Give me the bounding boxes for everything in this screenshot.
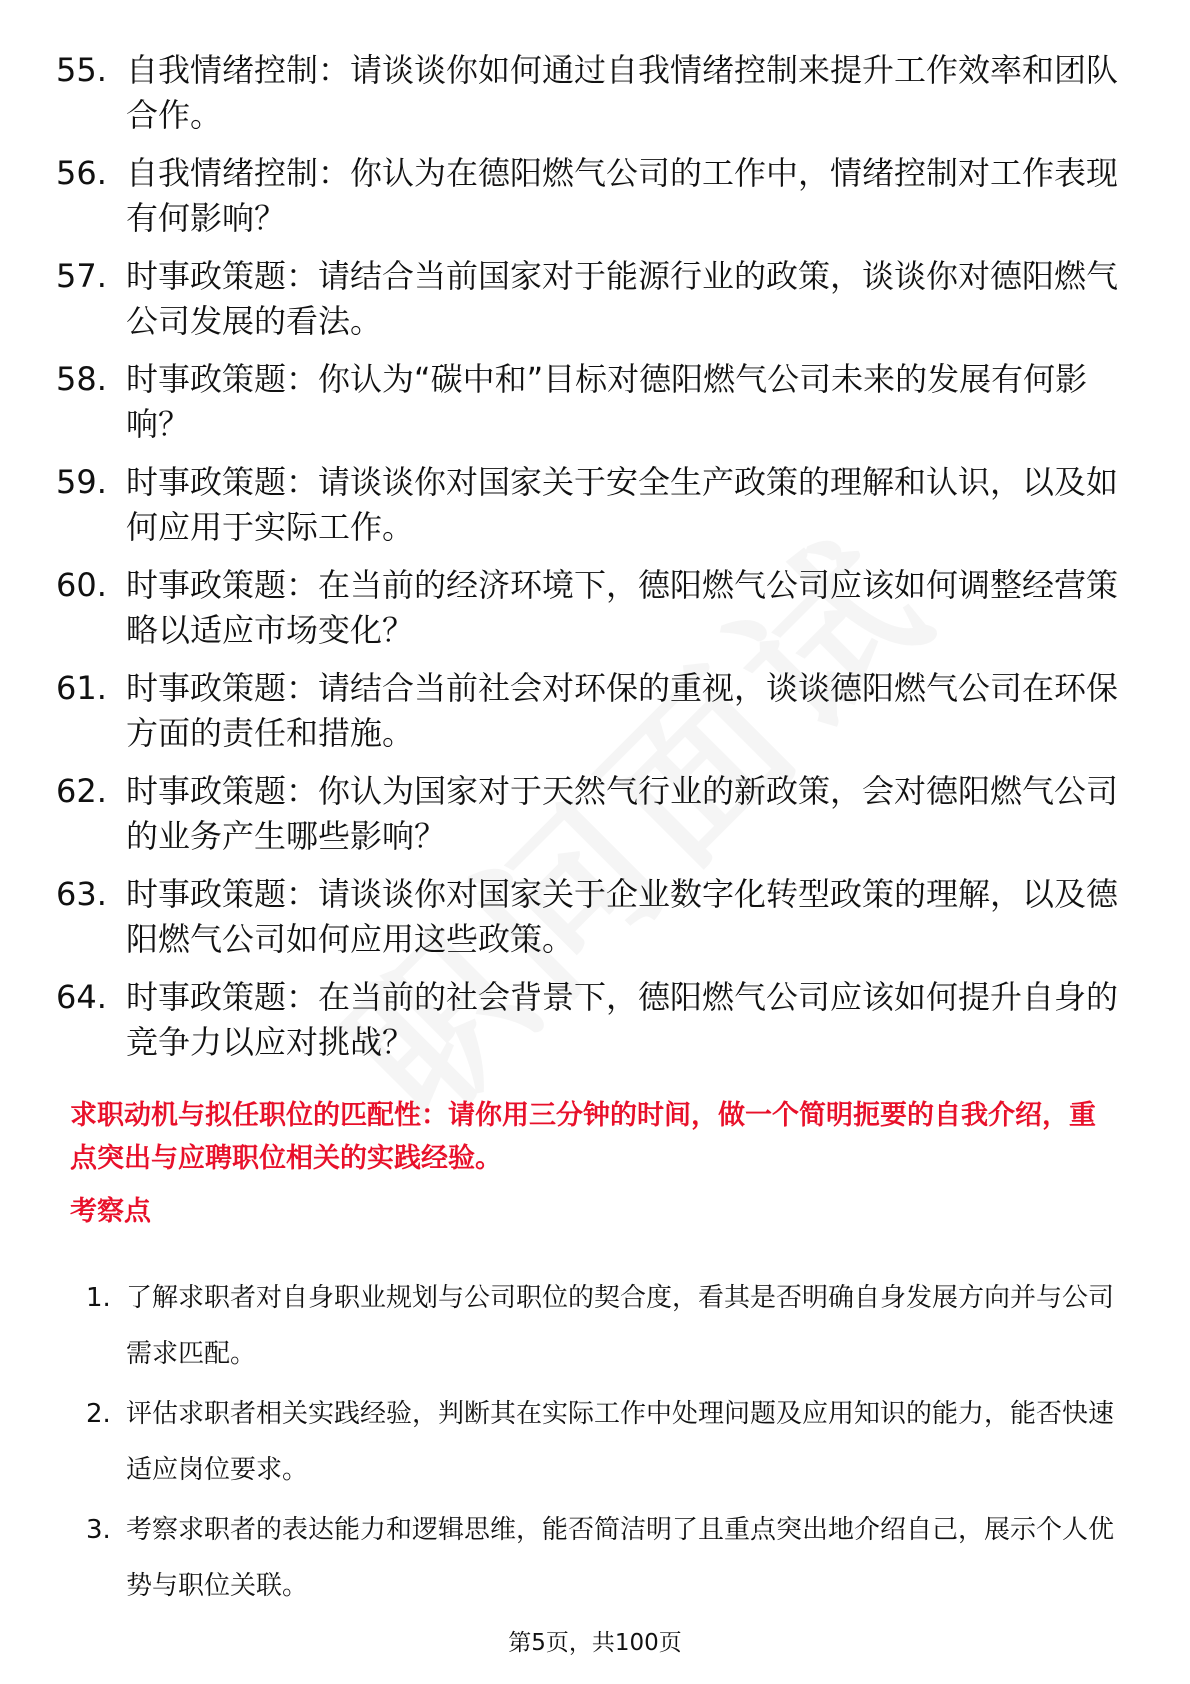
- question-item: [56, 460, 1126, 550]
- assessment-points: [86, 1270, 1126, 1618]
- question-text: 时事政策题：在当前的社会背景下，德阳燃气公司应该如何提升自身的竞争力以应对挑战？: [126, 978, 1119, 1061]
- point-number: 3.: [86, 1515, 111, 1545]
- question-number: 56.: [56, 154, 107, 192]
- point-text: 了解求职者对自身职业规划与公司职位的契合度，看其是否明确自身发展方向并与公司需求匹配。: [126, 1283, 1115, 1369]
- point-item: [86, 1386, 1126, 1498]
- point-number: 2.: [86, 1399, 111, 1429]
- question-item: [56, 357, 1126, 447]
- question-item: [56, 48, 1126, 138]
- question-text: 时事政策题：请谈谈你对国家关于安全生产政策的理解和认识，以及如何应用于实际工作。: [126, 463, 1119, 546]
- question-text: 时事政策题：在当前的经济环境下，德阳燃气公司应该如何调整经营策略以适应市场变化？: [126, 566, 1119, 649]
- question-item: [56, 254, 1126, 344]
- question-item: [56, 151, 1126, 241]
- question-number: 59.: [56, 463, 107, 501]
- question-item: [56, 769, 1126, 859]
- question-number: 57.: [56, 257, 107, 295]
- point-item: [86, 1502, 1126, 1614]
- question-text: 时事政策题：请结合当前国家对于能源行业的政策，谈谈你对德阳燃气公司发展的看法。: [126, 257, 1119, 340]
- question-text: 时事政策题：你认为国家对于天然气行业的新政策，会对德阳燃气公司的业务产生哪些影响？: [126, 772, 1119, 855]
- point-text: 考察求职者的表达能力和逻辑思维，能否简洁明了且重点突出地介绍自己，展示个人优势与职位关联。: [126, 1515, 1115, 1601]
- question-text: 时事政策题：请结合当前社会对环保的重视，谈谈德阳燃气公司在环保方面的责任和措施。: [126, 669, 1119, 752]
- question-text: 时事政策题：你认为“碳中和”目标对德阳燃气公司未来的发展有何影响？: [126, 360, 1088, 443]
- question-text: 时事政策题：请谈谈你对国家关于企业数字化转型政策的理解，以及德阳燃气公司如何应用这些政策。: [126, 875, 1119, 958]
- question-number: 58.: [56, 360, 107, 398]
- question-text: 自我情绪控制：你认为在德阳燃气公司的工作中，情绪控制对工作表现有何影响？: [126, 154, 1119, 237]
- question-number: 55.: [56, 51, 107, 89]
- question-item: [56, 666, 1126, 756]
- highlight-question: 求职动机与拟任职位的匹配性：请你用三分钟的时间，做一个简明扼要的自我介绍，重点突出与应聘职位相关的实践经验。: [70, 1100, 1096, 1174]
- section-title: 考察点: [70, 1196, 151, 1227]
- page-footer: 第5页，共100页: [508, 1630, 682, 1656]
- question-item: [56, 563, 1126, 653]
- question-number: 60.: [56, 566, 107, 604]
- question-number: 62.: [56, 772, 107, 810]
- question-text: 自我情绪控制：请谈谈你如何通过自我情绪控制来提升工作效率和团队合作。: [126, 51, 1119, 134]
- question-number: 61.: [56, 669, 107, 707]
- question-item: [56, 872, 1126, 962]
- point-number: 1.: [86, 1283, 111, 1313]
- question-item: [56, 975, 1126, 1065]
- question-number: 63.: [56, 875, 107, 913]
- point-item: [86, 1270, 1126, 1382]
- point-text: 评估求职者相关实践经验，判断其在实际工作中处理问题及应用知识的能力，能否快速适应岗位要求。: [126, 1399, 1115, 1485]
- question-number: 64.: [56, 978, 107, 1016]
- question-list: [56, 48, 1126, 1078]
